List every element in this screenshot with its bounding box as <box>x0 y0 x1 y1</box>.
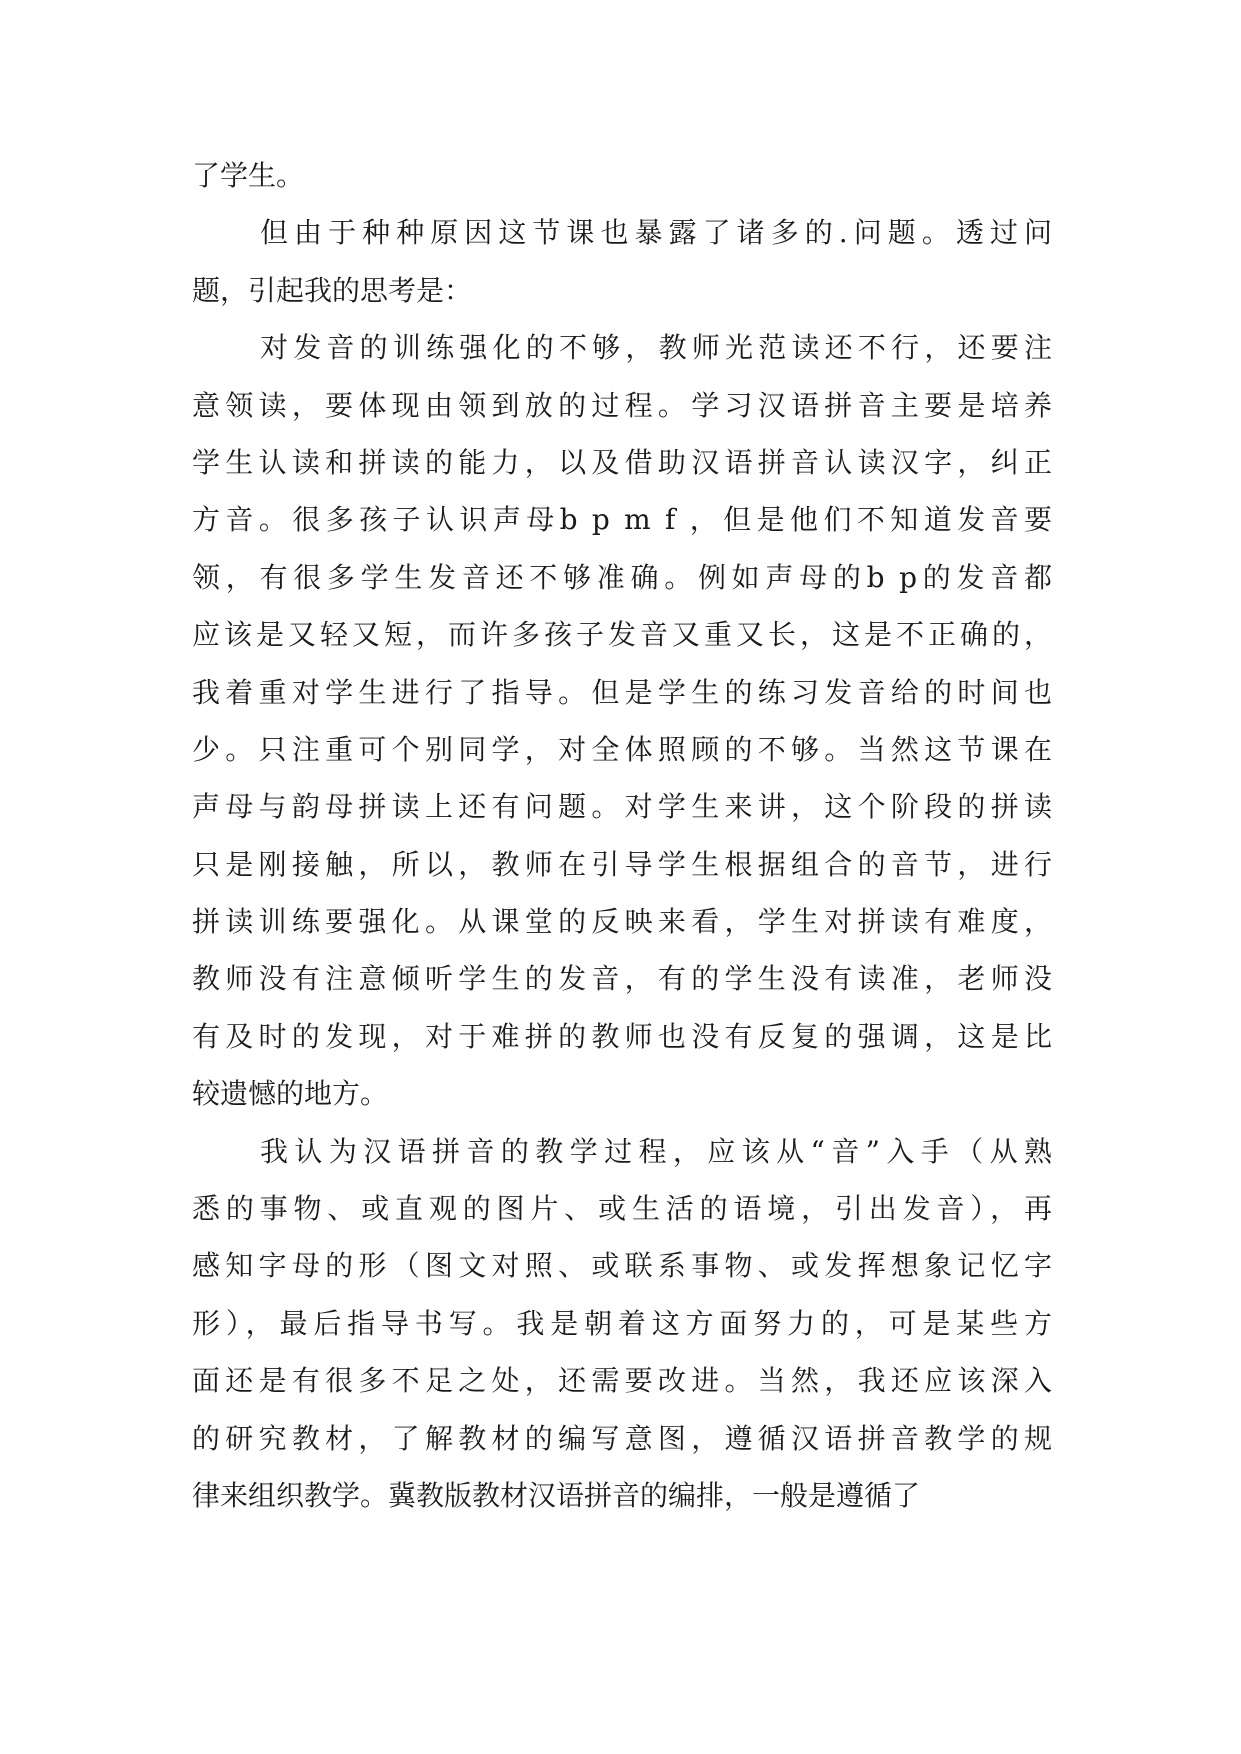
text-line: 有及时的发现，对于难拼的教师也没有反复的强调，这是比 <box>192 1019 1052 1053</box>
paragraph <box>192 158 1052 215</box>
text-line: 题，引起我的思考是： <box>192 273 473 307</box>
paragraph <box>192 1134 1052 1536</box>
text-line: 形），最后指导书写。我是朝着这方面努力的，可是某些方 <box>192 1306 1052 1340</box>
text-line: 面还是有很多不足之处，还需要改进。当然，我还应该深入 <box>192 1364 1052 1398</box>
text-line: 悉的事物、或直观的图片、或生活的语境，引出发音），再 <box>192 1192 1052 1226</box>
text-line: 对发音的训练强化的不够，教师光范读还不行，还要注 <box>260 331 1052 365</box>
text-line: 的研究教材，了解教材的编写意图，遵循汉语拼音教学的规 <box>192 1421 1052 1455</box>
text-line: 少。只注重可个别同学，对全体照顾的不够。当然这节课在 <box>192 732 1052 766</box>
text-line: 拼读训练要强化。从课堂的反映来看，学生对拼读有难度， <box>192 905 1052 939</box>
paragraph <box>192 330 1052 1133</box>
text-line: 只是刚接触，所以，教师在引导学生根据组合的音节，进行 <box>192 847 1052 881</box>
text-line: 律来组织教学。冀教版教材汉语拼音的编排，一般是遵循了 <box>192 1478 921 1512</box>
text-line: 了学生。 <box>192 159 305 192</box>
document-body <box>192 158 1052 1535</box>
text-line: 领，有很多学生发音还不够准确。例如声母的b p的发音都 <box>192 560 1052 594</box>
text-line: 应该是又轻又短，而许多孩子发音又重又长，这是不正确的， <box>192 618 1052 652</box>
text-line: 我着重对学生进行了指导。但是学生的练习发音给的时间也 <box>192 675 1052 709</box>
text-line: 较遗憾的地方。 <box>192 1077 389 1111</box>
text-line: 我认为汉语拼音的教学过程，应该从“音”入手（从熟 <box>260 1134 1052 1168</box>
text-line: 声母与韵母拼读上还有问题。对学生来讲，这个阶段的拼读 <box>192 790 1052 824</box>
text-line: 但由于种种原因这节课也暴露了诸多的.问题。透过问 <box>260 216 1052 250</box>
text-line: 教师没有注意倾听学生的发音，有的学生没有读准，老师没 <box>192 962 1052 996</box>
text-line: 学生认读和拼读的能力，以及借助汉语拼音认读汉字，纠正 <box>192 445 1052 479</box>
paragraph <box>192 215 1052 330</box>
text-line: 方音。很多孩子认识声母b p m f ，但是他们不知道发音要 <box>192 503 1052 537</box>
text-line: 感知字母的形（图文对照、或联系事物、或发挥想象记忆字 <box>192 1249 1052 1283</box>
text-line: 意领读，要体现由领到放的过程。学习汉语拼音主要是培养 <box>192 388 1052 422</box>
